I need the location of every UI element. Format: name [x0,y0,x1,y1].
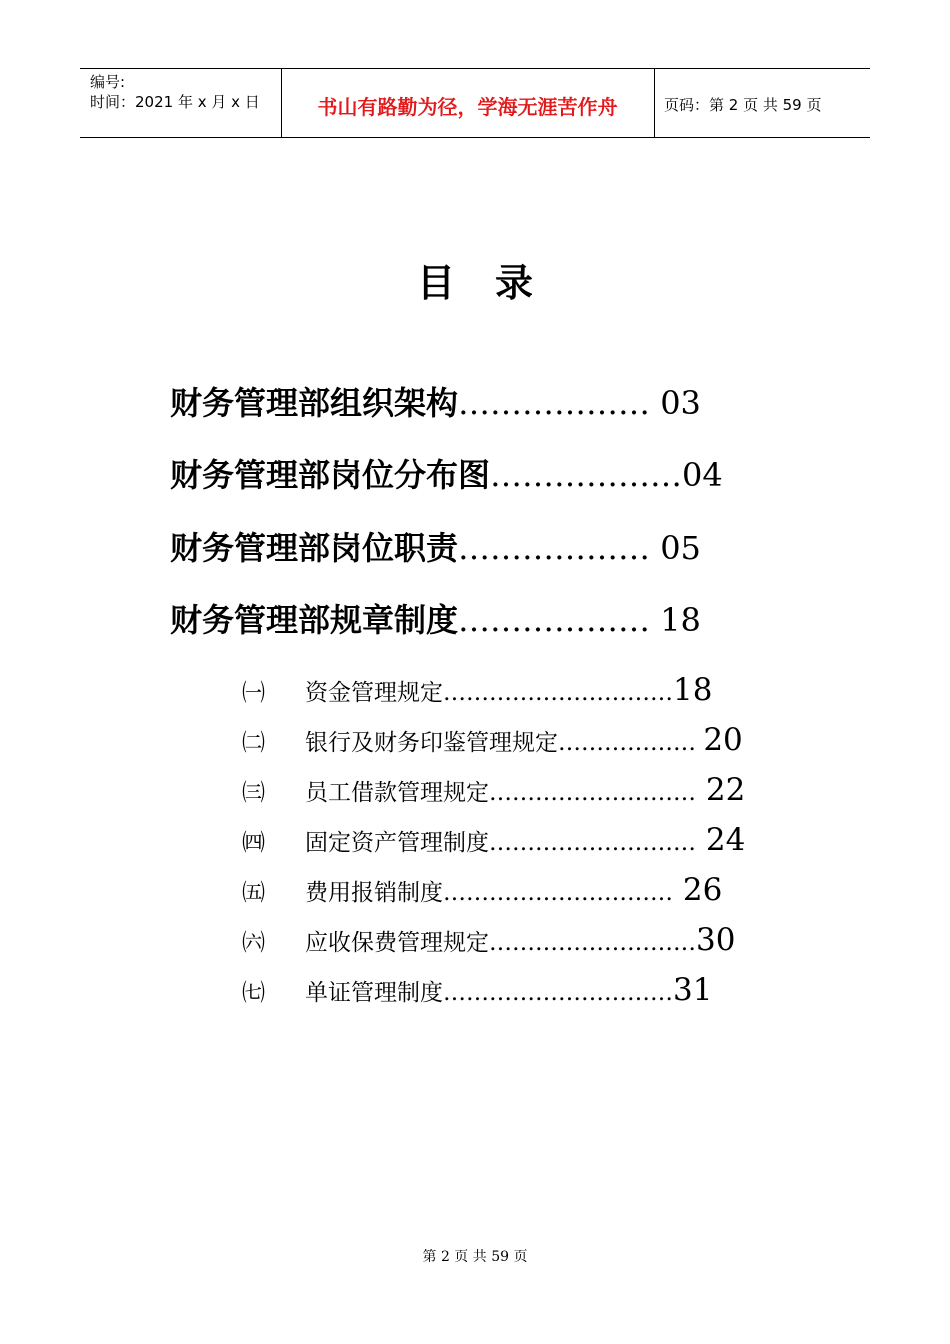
toc-sub-marker: ㈤ [242,880,265,906]
toc-page-number: 30 [696,922,736,958]
toc-sub-marker: ㈡ [242,730,265,756]
toc-sub-entry[interactable] [242,822,822,858]
toc-dots: ………………………… [443,680,673,706]
toc-entry-label: 财务管理部规章制度 [170,601,459,639]
toc-sub-entry[interactable] [242,872,822,908]
toc-page-number: 18 [650,601,701,639]
toc-page-number: 31 [673,972,713,1008]
header-page-info: 页码：第 2 页 共 59 页 [664,96,822,114]
document-number-label: 编号: [90,73,126,91]
toc-dots: ……………… [490,456,683,494]
toc-entry-label: 银行及财务印鉴管理规定 [305,730,558,756]
toc-sub-entry[interactable] [242,972,822,1008]
toc-dots: ……………… [458,601,651,639]
toc-title: 目录 [416,260,573,305]
toc-dots: ……………………… [489,830,696,856]
toc-sub-entry[interactable] [242,672,822,708]
toc-entry-label: 员工借款管理规定 [305,780,489,806]
toc-page-number: 24 [696,822,746,858]
document-time-label: 时间：2021 年 x 月 x 日 [90,93,260,111]
toc-sub-marker: ㈢ [242,780,265,806]
toc-dots: ……………… [458,529,651,567]
header-page-cell [655,69,870,137]
toc-dots: ……………… [558,730,704,756]
toc-page-number: 03 [650,384,701,422]
toc-entry-label: 资金管理规定 [305,680,443,706]
toc-entry-label: 固定资产管理制度 [305,830,489,856]
toc-dots: ……………………… [489,930,696,956]
page-footer: 第 2 页 共 59 页 [422,1249,528,1265]
page-header [80,68,870,138]
toc-page-number: 20 [703,722,743,758]
toc-page-number: 22 [696,772,746,808]
toc-dots: ………………………… [443,880,673,906]
toc-dots: ……………………… [489,780,696,806]
toc-sub-entry[interactable] [242,922,822,958]
toc-page-number: 18 [673,672,713,708]
toc-dots: ……………… [458,384,651,422]
toc-sub-marker: ㈦ [242,980,265,1006]
toc-sub-marker: ㈣ [242,830,265,856]
toc-page-number: 26 [673,872,723,908]
toc-entry-label: 财务管理部组织架构 [170,384,459,422]
toc-main-entry[interactable] [170,595,780,641]
toc-main-entry[interactable] [170,450,780,496]
toc-dots: ………………………… [443,980,673,1006]
toc-sub-marker: ㈥ [242,930,265,956]
toc-main-entry[interactable] [170,378,780,424]
header-motto: 书山有路勤为径，学海无涯苦作舟 [317,95,618,119]
toc-entry-label: 费用报销制度 [305,880,443,906]
toc-page-number: 05 [650,529,701,567]
toc-main-entry[interactable] [170,523,780,569]
header-meta-cell [80,69,282,137]
toc-sub-entry[interactable] [242,722,822,758]
toc-entry-label: 单证管理制度 [305,980,443,1006]
header-motto-cell [281,69,655,137]
toc-entry-label: 应收保费管理规定 [305,930,489,956]
toc-page-number: 04 [682,456,723,494]
toc-entry-label: 财务管理部岗位职责 [170,529,459,567]
toc-sub-entry[interactable] [242,772,822,808]
toc-sub-marker: ㈠ [242,680,265,706]
toc-entry-label: 财务管理部岗位分布图 [170,456,491,494]
